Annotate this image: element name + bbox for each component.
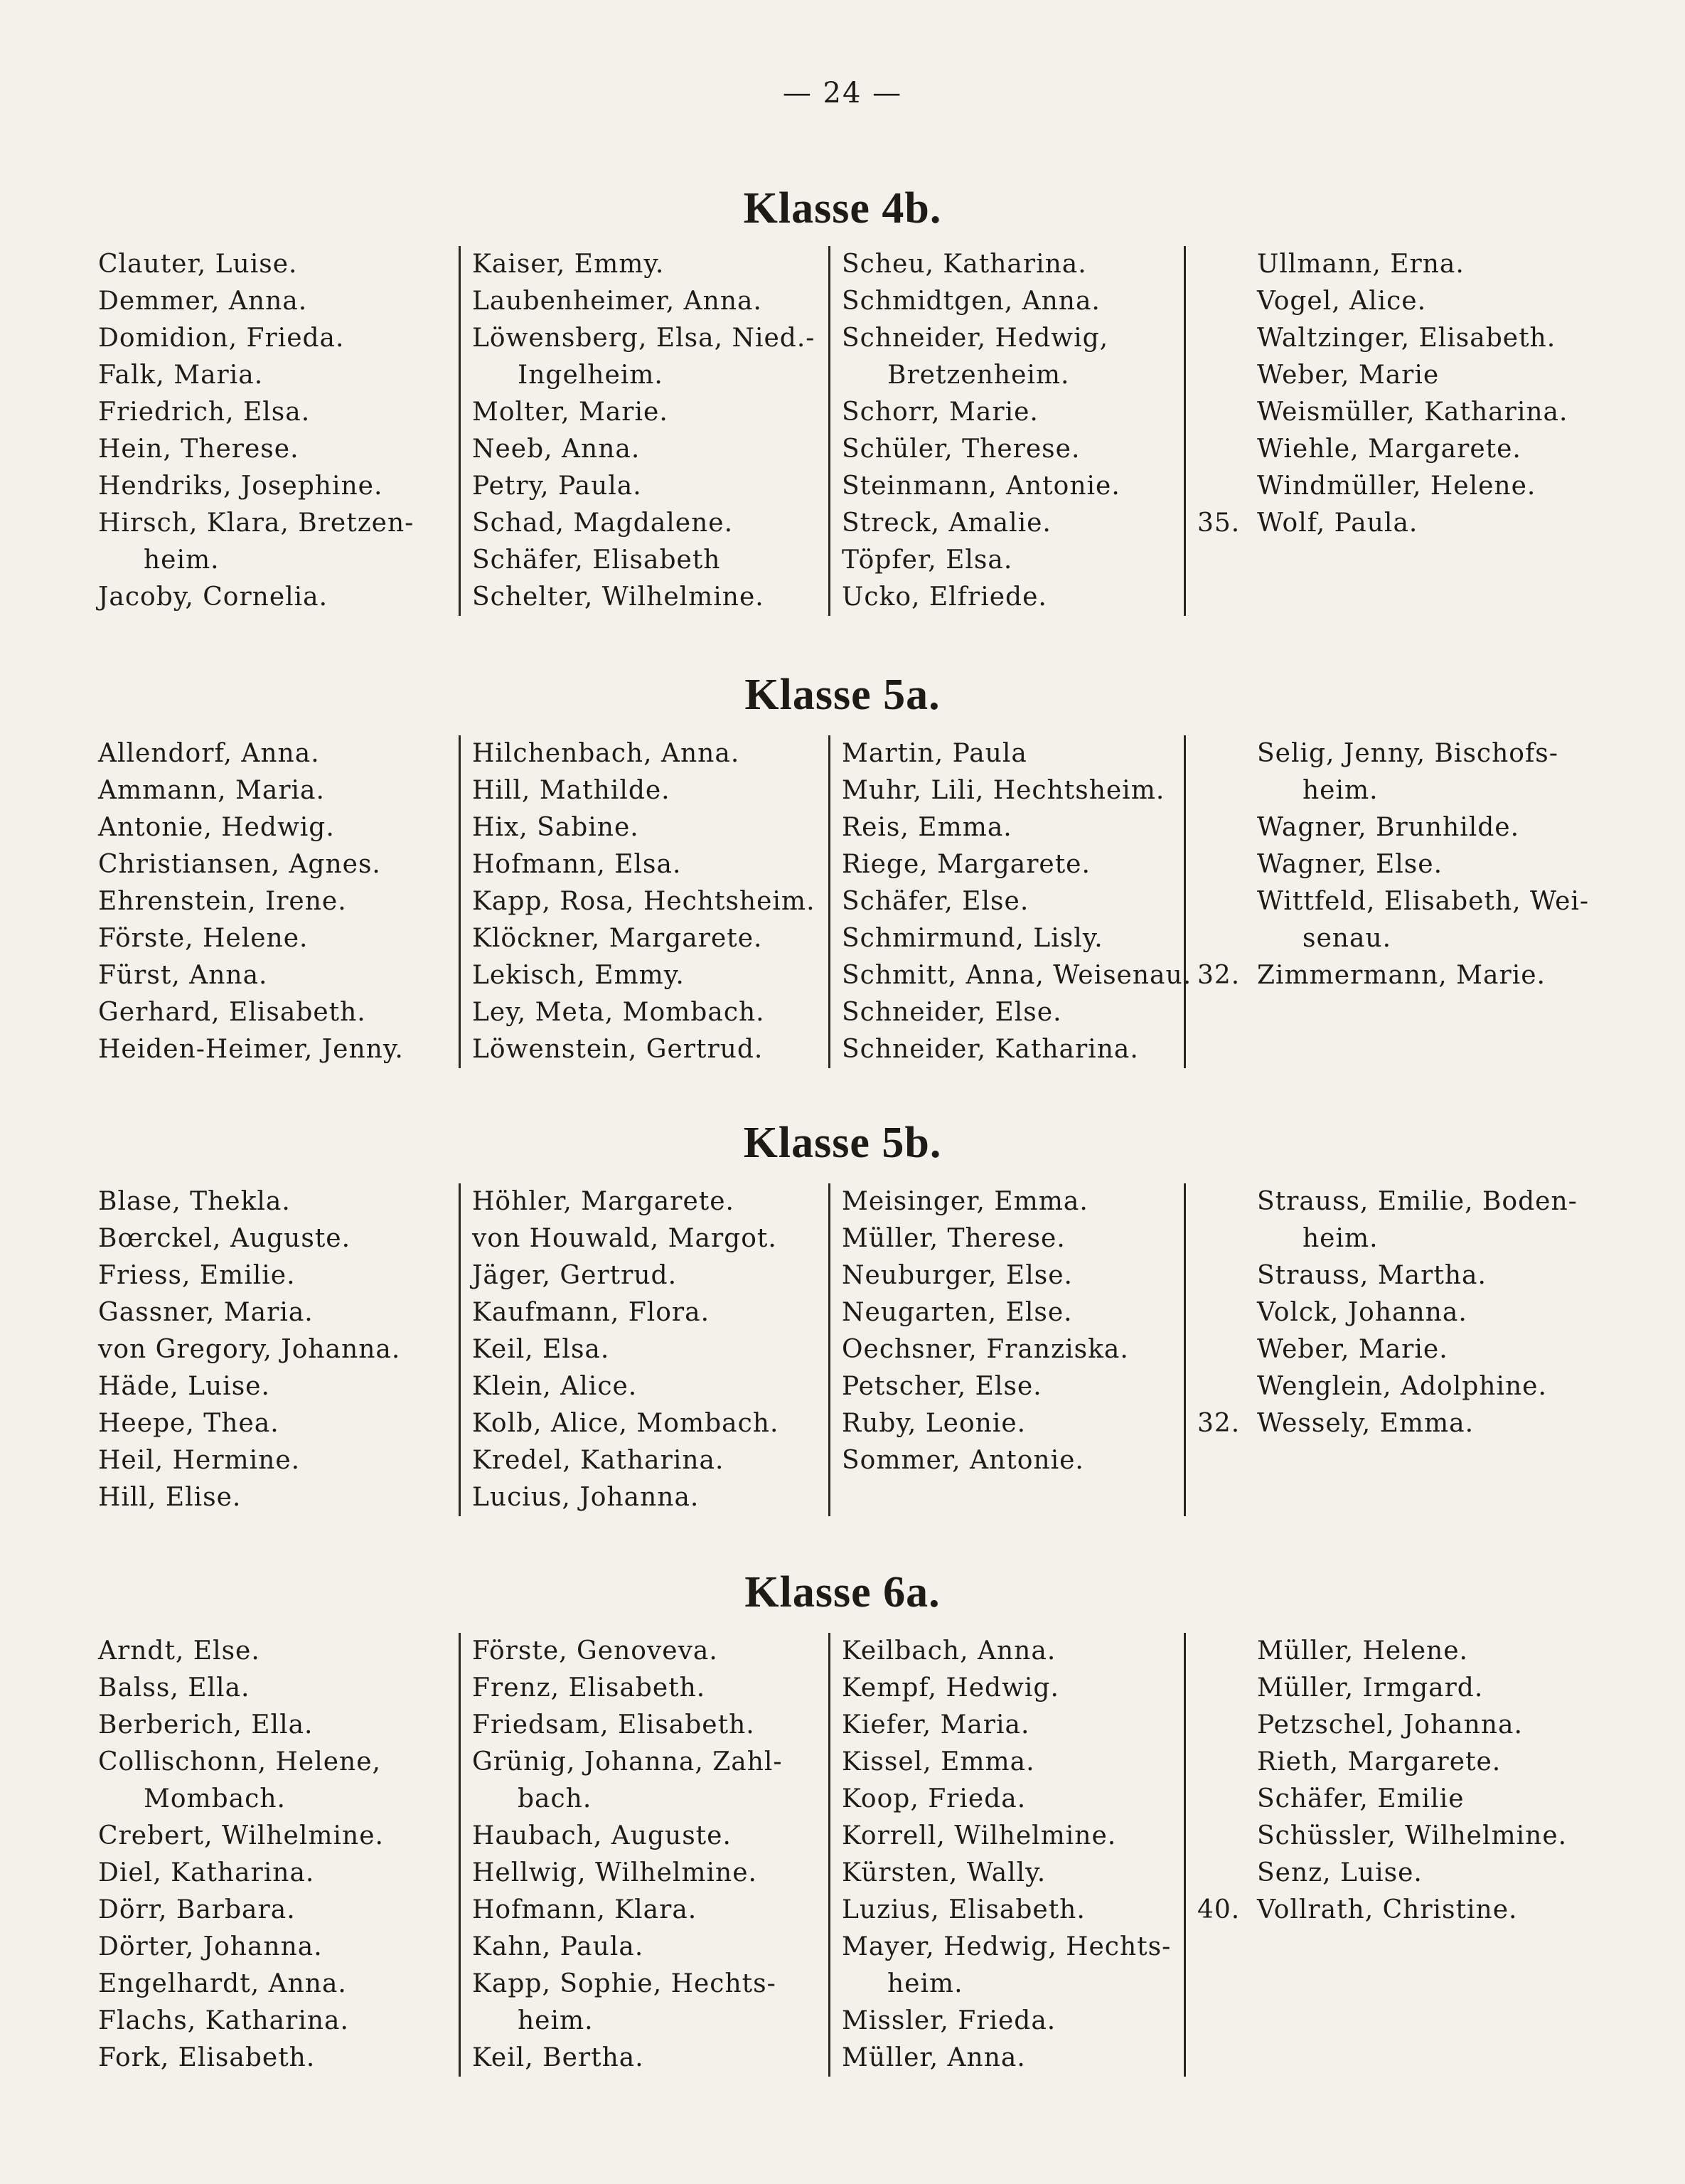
student-name: heim.: [1302, 1224, 1379, 1253]
class-total: 32.: [1197, 1409, 1241, 1438]
student-name: Dörter, Johanna.: [98, 1932, 323, 1961]
student-name: Weber, Marie.: [1257, 1335, 1448, 1364]
student-name: Missler, Frieda.: [842, 2006, 1057, 2035]
student-name: Demmer, Anna.: [98, 287, 308, 316]
student-name: Grünig, Johanna, Zahl-: [472, 1747, 783, 1777]
student-name: Volck, Johanna.: [1257, 1298, 1467, 1327]
student-name: Meisinger, Emma.: [842, 1187, 1088, 1216]
student-name: Petscher, Else.: [842, 1372, 1042, 1401]
student-name: Zimmermann, Marie.: [1257, 961, 1546, 990]
student-name: Heil, Hermine.: [98, 1446, 301, 1475]
student-name: Diel, Katharina.: [98, 1858, 315, 1887]
student-name: Kahn, Paula.: [472, 1932, 644, 1961]
student-name: Müller, Irmgard.: [1257, 1673, 1484, 1703]
student-name: Kaufmann, Flora.: [472, 1298, 710, 1327]
student-name: Kaiser, Emmy.: [472, 250, 665, 279]
student-name: Jäger, Gertrud.: [472, 1261, 678, 1290]
student-name: von Gregory, Johanna.: [98, 1335, 401, 1364]
student-name: Klein, Alice.: [472, 1372, 638, 1401]
student-name: Lekisch, Emmy.: [472, 961, 685, 990]
student-name: Schelter, Wilhelmine.: [472, 582, 764, 612]
student-name: Neugarten, Else.: [842, 1298, 1073, 1327]
student-name: Hix, Sabine.: [472, 813, 639, 842]
student-name: Kiefer, Maria.: [842, 1710, 1030, 1740]
student-name: Allendorf, Anna.: [98, 739, 320, 768]
student-name: Bœrckel, Auguste.: [98, 1224, 351, 1253]
student-name: Keil, Elsa.: [472, 1335, 610, 1364]
name-column: [98, 1633, 439, 2077]
student-name: Domidion, Frieda.: [98, 324, 345, 353]
student-name: Windmüller, Helene.: [1257, 472, 1536, 501]
student-name: Kapp, Rosa, Hechtsheim.: [472, 887, 815, 916]
student-name: Fürst, Anna.: [98, 961, 268, 990]
student-name: Schneider, Else.: [842, 998, 1062, 1027]
name-column: [1184, 735, 1684, 1068]
student-name: Wolf, Paula.: [1257, 508, 1418, 538]
name-column: [828, 246, 1197, 616]
student-name: Ullmann, Erna.: [1257, 250, 1465, 279]
student-name: Ehrenstein, Irene.: [98, 887, 347, 916]
student-name: Ammann, Maria.: [98, 776, 325, 805]
student-name: Lucius, Johanna.: [472, 1483, 700, 1512]
student-name: Blase, Thekla.: [98, 1187, 291, 1216]
student-name: Dörr, Barbara.: [98, 1895, 296, 1924]
student-name: Keil, Bertha.: [472, 2043, 644, 2072]
student-name: Berberich, Ella.: [98, 1710, 314, 1740]
student-name: Haubach, Auguste.: [472, 1821, 732, 1850]
student-name: Christiansen, Agnes.: [98, 850, 381, 879]
student-name: Korrell, Wilhelmine.: [842, 1821, 1117, 1850]
student-name: Bretzenheim.: [887, 361, 1070, 390]
student-name: Ingelheim.: [518, 361, 663, 390]
student-name: Koop, Frieda.: [842, 1784, 1027, 1813]
student-name: Kissel, Emma.: [842, 1747, 1035, 1777]
student-name: Heepe, Thea.: [98, 1409, 279, 1438]
student-name: Neeb, Anna.: [472, 435, 641, 464]
student-name: Vollrath, Christine.: [1257, 1895, 1518, 1924]
student-name: Steinmann, Antonie.: [842, 472, 1120, 501]
student-name: Hirsch, Klara, Bretzen-: [98, 508, 414, 538]
student-name: Clauter, Luise.: [98, 250, 298, 279]
student-name: Häde, Luise.: [98, 1372, 270, 1401]
student-name: Balss, Ella.: [98, 1673, 250, 1703]
student-name: Muhr, Lili, Hechtsheim.: [842, 776, 1165, 805]
student-name: Laubenheimer, Anna.: [472, 287, 762, 316]
student-name: Fork, Elisabeth.: [98, 2043, 316, 2072]
student-name: Keilbach, Anna.: [842, 1636, 1057, 1666]
student-name: Streck, Amalie.: [842, 508, 1052, 538]
student-name: Ucko, Elfriede.: [842, 582, 1047, 612]
section-title: Klasse 5a.: [744, 671, 941, 719]
student-name: Senz, Luise.: [1257, 1858, 1423, 1887]
student-name: Strauss, Emilie, Boden-: [1257, 1187, 1578, 1216]
student-name: Frenz, Elisabeth.: [472, 1673, 706, 1703]
student-name: Schäfer, Else.: [842, 887, 1029, 916]
name-column: [98, 735, 439, 1068]
student-name: Molter, Marie.: [472, 398, 668, 427]
student-name: Hilchenbach, Anna.: [472, 739, 740, 768]
student-name: Müller, Therese.: [842, 1224, 1066, 1253]
student-name: Ruby, Leonie.: [842, 1409, 1027, 1438]
student-name: Mayer, Hedwig, Hechts-: [842, 1932, 1172, 1961]
student-name: heim.: [1302, 776, 1379, 805]
page-number: — 24 —: [782, 77, 903, 110]
name-column: [1184, 1633, 1684, 2077]
student-name: Hill, Mathilde.: [472, 776, 670, 805]
student-name: Wessely, Emma.: [1257, 1409, 1475, 1438]
section-title: Klasse 5b.: [743, 1119, 942, 1167]
name-column: [828, 735, 1197, 1068]
student-name: Schneider, Hedwig,: [842, 324, 1109, 353]
student-name: Löwensberg, Elsa, Nied.-: [472, 324, 815, 353]
student-name: Schmidtgen, Anna.: [842, 287, 1101, 316]
student-name: Kolb, Alice, Mombach.: [472, 1409, 779, 1438]
student-name: Müller, Anna.: [842, 2043, 1026, 2072]
student-name: Wiehle, Margarete.: [1257, 435, 1521, 464]
student-name: Schorr, Marie.: [842, 398, 1039, 427]
student-name: Wittfeld, Elisabeth, Wei-: [1257, 887, 1590, 916]
student-name: Waltzinger, Elisabeth.: [1257, 324, 1556, 353]
student-name: Kredel, Katharina.: [472, 1446, 724, 1475]
student-name: Engelhardt, Anna.: [98, 1969, 347, 1998]
student-name: Wagner, Brunhilde.: [1257, 813, 1520, 842]
student-name: Petry, Paula.: [472, 472, 642, 501]
name-column: [459, 1183, 842, 1516]
student-name: Gerhard, Elisabeth.: [98, 998, 366, 1027]
name-column: [828, 1633, 1197, 2077]
student-name: Selig, Jenny, Bischofs-: [1257, 739, 1558, 768]
student-name: Höhler, Margarete.: [472, 1187, 734, 1216]
student-name: Collischonn, Helene,: [98, 1747, 381, 1777]
name-column: [1184, 246, 1684, 616]
student-name: Scheu, Katharina.: [842, 250, 1087, 279]
student-name: Schäfer, Emilie: [1257, 1784, 1465, 1813]
name-column: [459, 735, 842, 1068]
name-column: [459, 1633, 842, 2077]
student-name: Schad, Magdalene.: [472, 508, 734, 538]
student-name: Antonie, Hedwig.: [98, 813, 335, 842]
student-name: Arndt, Else.: [98, 1636, 260, 1666]
student-name: Hendriks, Josephine.: [98, 472, 383, 501]
student-name: bach.: [518, 1784, 592, 1813]
student-name: Falk, Maria.: [98, 361, 264, 390]
student-name: Weber, Marie: [1257, 361, 1440, 390]
student-name: Vogel, Alice.: [1257, 287, 1427, 316]
name-column: [459, 246, 842, 616]
student-name: Schneider, Katharina.: [842, 1035, 1139, 1064]
student-name: Flachs, Katharina.: [98, 2006, 349, 2035]
name-column: [98, 1183, 439, 1516]
class-total: 40.: [1197, 1895, 1241, 1924]
student-name: Neuburger, Else.: [842, 1261, 1073, 1290]
student-name: Jacoby, Cornelia.: [98, 582, 328, 612]
student-name: Riege, Margarete.: [842, 850, 1091, 879]
student-name: senau.: [1302, 924, 1392, 953]
student-name: Gassner, Maria.: [98, 1298, 314, 1327]
student-name: Petzschel, Johanna.: [1257, 1710, 1523, 1740]
student-name: Kempf, Hedwig.: [842, 1673, 1059, 1703]
student-name: Wenglein, Adolphine.: [1257, 1372, 1547, 1401]
class-total: 32.: [1197, 961, 1241, 990]
student-name: Weismüller, Katharina.: [1257, 398, 1568, 427]
student-name: heim.: [518, 2006, 594, 2035]
student-name: Hofmann, Klara.: [472, 1895, 697, 1924]
student-name: Crebert, Wilhelmine.: [98, 1821, 384, 1850]
student-name: Kürsten, Wally.: [842, 1858, 1047, 1887]
student-name: Friedsam, Elisabeth.: [472, 1710, 755, 1740]
student-name: heim.: [887, 1969, 963, 1998]
student-name: Schmirmund, Lisly.: [842, 924, 1103, 953]
name-column: [1184, 1183, 1684, 1516]
student-name: Kapp, Sophie, Hechts-: [472, 1969, 776, 1998]
student-name: Friess, Emilie.: [98, 1261, 296, 1290]
student-name: Hill, Elise.: [98, 1483, 242, 1512]
student-name: Oechsner, Franziska.: [842, 1335, 1129, 1364]
student-name: Schmitt, Anna, Weisenau.: [842, 961, 1192, 990]
name-column: [828, 1183, 1197, 1516]
student-name: Klöckner, Margarete.: [472, 924, 763, 953]
student-name: Müller, Helene.: [1257, 1636, 1468, 1666]
student-name: Luzius, Elisabeth.: [842, 1895, 1086, 1924]
student-name: Sommer, Antonie.: [842, 1446, 1084, 1475]
student-name: Hein, Therese.: [98, 435, 299, 464]
student-name: Schüssler, Wilhelmine.: [1257, 1821, 1568, 1850]
student-name: Schüler, Therese.: [842, 435, 1081, 464]
student-name: Förste, Helene.: [98, 924, 309, 953]
student-name: Friedrich, Elsa.: [98, 398, 311, 427]
student-name: Rieth, Margarete.: [1257, 1747, 1502, 1777]
student-name: heim.: [144, 545, 220, 575]
section-title: Klasse 4b.: [743, 184, 942, 233]
student-name: Wagner, Else.: [1257, 850, 1443, 879]
student-name: Mombach.: [144, 1784, 286, 1813]
student-name: von Houwald, Margot.: [472, 1224, 777, 1253]
student-name: Ley, Meta, Mombach.: [472, 998, 765, 1027]
student-name: Martin, Paula: [842, 739, 1027, 768]
student-name: Hellwig, Wilhelmine.: [472, 1858, 757, 1887]
student-name: Strauss, Martha.: [1257, 1261, 1487, 1290]
student-name: Reis, Emma.: [842, 813, 1012, 842]
student-name: Hofmann, Elsa.: [472, 850, 682, 879]
student-name: Löwenstein, Gertrud.: [472, 1035, 764, 1064]
student-name: Schäfer, Elisabeth: [472, 545, 721, 575]
student-name: Heiden-Heimer, Jenny.: [98, 1035, 404, 1064]
section-title: Klasse 6a.: [744, 1568, 941, 1616]
student-name: Töpfer, Elsa.: [842, 545, 1013, 575]
class-total: 35.: [1197, 508, 1241, 538]
student-name: Förste, Genoveva.: [472, 1636, 718, 1666]
name-column: [98, 246, 439, 616]
